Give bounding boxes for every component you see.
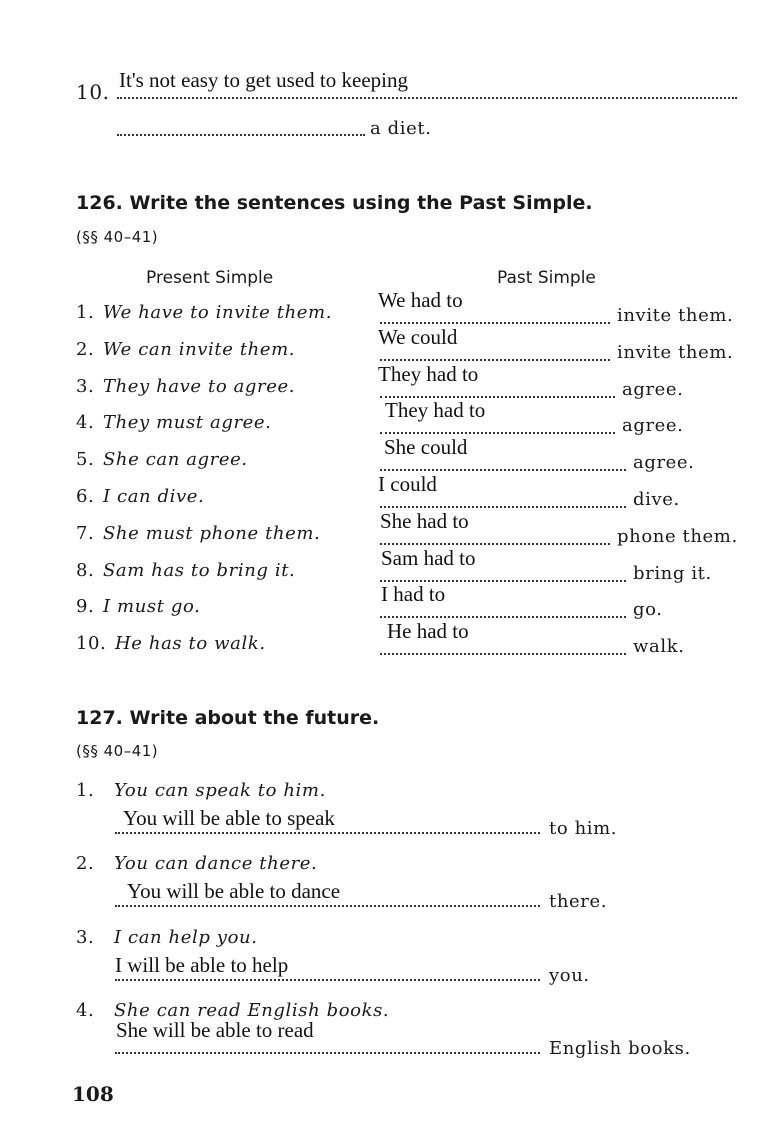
handwritten-answer: She had to xyxy=(380,508,469,533)
row-number: 4. xyxy=(76,412,95,434)
answer-dotted-line xyxy=(380,580,626,582)
answer-dotted-line xyxy=(380,396,615,398)
handwritten-answer: You will be able to speak xyxy=(123,806,335,830)
sentence-tail: to him. xyxy=(549,818,618,839)
sentence-tail: agree. xyxy=(622,378,684,400)
prompt-sentence: You can speak to him. xyxy=(114,780,326,801)
handwritten-answer: They had to xyxy=(385,398,486,423)
answer-dotted-line xyxy=(115,979,540,981)
grammar-reference: (§§ 40–41) xyxy=(76,228,159,246)
page-number: 108 xyxy=(72,1082,114,1106)
row-number: 10. xyxy=(76,633,107,655)
answer-dotted-line xyxy=(380,432,615,434)
handwritten-answer: Sam had to xyxy=(381,545,476,570)
present-simple-sentence: I can dive. xyxy=(103,486,205,507)
row-number: 6. xyxy=(76,486,95,507)
row-number: 2. xyxy=(76,338,95,360)
answer-dotted-line xyxy=(380,469,626,471)
answer-dotted-line xyxy=(115,832,540,834)
present-simple-sentence: He has to walk. xyxy=(115,633,266,655)
present-simple-sentence: They have to agree. xyxy=(103,375,296,397)
present-simple-sentence: We can invite them. xyxy=(103,338,296,360)
item-number: 1. xyxy=(76,780,95,801)
present-simple-sentence: She can agree. xyxy=(103,449,248,471)
present-simple-sentence: They must agree. xyxy=(103,412,272,434)
column-header-present: Present Simple xyxy=(146,268,274,288)
handwritten-answer: You will be able to dance xyxy=(127,879,341,903)
answer-dotted-line xyxy=(380,359,610,361)
handwritten-answer: I will be able to help xyxy=(115,953,289,977)
item-number: 4. xyxy=(76,1000,95,1021)
item-number: 2. xyxy=(76,853,95,874)
sentence-tail: agree. xyxy=(633,452,695,474)
answer-dotted-line xyxy=(117,134,365,136)
item-number: 10. xyxy=(76,80,110,104)
answer-dotted-line xyxy=(380,322,610,324)
sentence-tail: invite them. xyxy=(617,305,734,326)
row-number: 7. xyxy=(76,522,95,544)
sentence-tail: there. xyxy=(549,891,608,912)
sentence-tail: English books. xyxy=(549,1038,691,1059)
sentence-tail: a diet. xyxy=(370,118,432,139)
answer-dotted-line xyxy=(380,543,610,545)
sentence-tail: phone them. xyxy=(617,525,738,547)
present-simple-sentence: We have to invite them. xyxy=(103,302,333,323)
handwritten-answer: They had to xyxy=(378,361,479,386)
row-number: 3. xyxy=(76,375,95,397)
sentence-tail: walk. xyxy=(633,636,685,658)
answer-dotted-line xyxy=(380,506,626,508)
sentence-tail: go. xyxy=(633,599,663,621)
handwritten-answer: We could xyxy=(378,324,458,349)
answer-dotted-line xyxy=(117,97,737,99)
grammar-reference: (§§ 40–41) xyxy=(76,742,159,760)
exercise-title: 127. Write about the future. xyxy=(76,707,380,729)
column-header-past: Past Simple xyxy=(497,268,596,288)
prompt-sentence: I can help you. xyxy=(114,927,258,948)
handwritten-answer: We had to xyxy=(378,288,463,312)
handwritten-answer: I had to xyxy=(381,582,446,607)
handwritten-answer: It's not easy to get used to keeping xyxy=(119,68,408,92)
handwritten-answer: I could xyxy=(378,472,437,496)
sentence-tail: you. xyxy=(549,965,590,986)
handwritten-answer: He had to xyxy=(387,619,469,644)
prompt-sentence: You can dance there. xyxy=(114,853,318,874)
handwritten-answer: She could xyxy=(384,435,468,460)
answer-dotted-line xyxy=(115,1052,540,1054)
sentence-tail: invite them. xyxy=(617,341,734,363)
item-number: 3. xyxy=(76,927,95,948)
row-number: 1. xyxy=(76,302,95,323)
sentence-tail: bring it. xyxy=(633,562,712,584)
answer-dotted-line xyxy=(380,653,626,655)
sentence-tail: agree. xyxy=(622,415,684,437)
present-simple-sentence: I must go. xyxy=(103,596,201,618)
sentence-tail: dive. xyxy=(633,489,680,510)
answer-dotted-line xyxy=(380,616,626,618)
handwritten-answer: She will be able to read xyxy=(116,1018,314,1042)
exercise-title: 126. Write the sentences using the Past Simple. xyxy=(76,192,593,214)
row-number: 9. xyxy=(76,596,95,618)
row-number: 5. xyxy=(76,449,95,471)
present-simple-sentence: Sam has to bring it. xyxy=(103,559,296,581)
present-simple-sentence: She must phone them. xyxy=(103,522,321,544)
row-number: 8. xyxy=(76,559,95,581)
answer-dotted-line xyxy=(115,905,540,907)
prompt-sentence: She can read English books. xyxy=(114,1000,390,1021)
